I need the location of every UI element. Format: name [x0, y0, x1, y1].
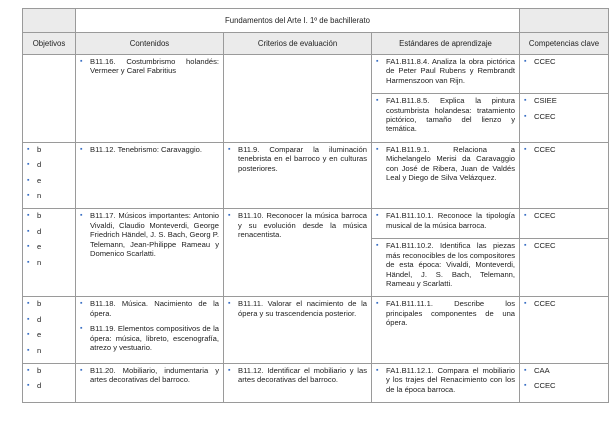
- competencias-list: [524, 211, 604, 220]
- estandar-list: [376, 145, 515, 183]
- estandar-cell: [372, 55, 520, 94]
- list-item: ▪ B11.20. Mobiliario, indumentaria y artes decorativas del barroco.: [80, 366, 219, 385]
- contenidos-cell: [76, 209, 224, 297]
- title-spacer-cell: [520, 9, 609, 33]
- list-item: ▪ CCEC: [524, 241, 604, 250]
- header-objetivos: Objetivos: [23, 33, 76, 55]
- criterios-cell: [224, 209, 372, 297]
- list-item: ▪ CSIEE: [524, 96, 604, 105]
- competencias-list: [524, 145, 604, 154]
- list-item: ▪ d: [27, 227, 71, 236]
- table-row: [23, 142, 609, 209]
- title-row: [23, 9, 609, 33]
- competencias-cell: [520, 142, 609, 209]
- competencias-cell: [520, 363, 609, 402]
- list-item: ▪ FA1.B11.10.1. Reconoce la tipología musical de la música barroca.: [376, 211, 515, 230]
- list-item: ▪ FA1.B11.8.4. Analiza la obra pictórica de Peter Paul Rubens y Rembrandt Harmenszoon van Rijn.: [376, 57, 515, 85]
- contenidos-list: [80, 145, 219, 154]
- contenidos-cell: [76, 142, 224, 209]
- header-competencias: Competencias clave: [520, 33, 609, 55]
- contenidos-list: [80, 366, 219, 385]
- list-item: ▪ B11.17. Músicos importantes: Antonio Vivaldi, Claudio Monteverdi, George Friedrich Händel, J. S. Bach, Georg P. Telemann, Jean-Philippe Rameau y Domenico Scarlatti.: [80, 211, 219, 258]
- estandar-list: [376, 366, 515, 394]
- list-item: ▪ B11.16. Costumbrismo holandés: Vermeer y Carel Fabritius: [80, 57, 219, 76]
- objetivos-cell: [23, 297, 76, 364]
- objetivos-cell: [23, 363, 76, 402]
- header-criterios: Criterios de evaluación: [224, 33, 372, 55]
- list-item: ▪ B11.11. Valorar el nacimiento de la ópera y su trascendencia posterior.: [228, 299, 367, 318]
- objetivos-list: [27, 366, 71, 391]
- list-item: ▪ b: [27, 145, 71, 154]
- list-item: ▪ CCEC: [524, 381, 604, 390]
- competencias-list: [524, 241, 604, 250]
- list-item: ▪ d: [27, 315, 71, 324]
- list-item: ▪ CCEC: [524, 145, 604, 154]
- table-row: [23, 209, 609, 239]
- criterios-cell: [224, 363, 372, 402]
- table-row: [23, 55, 609, 94]
- competencias-cell: [520, 209, 609, 239]
- curriculum-table: [22, 8, 609, 403]
- list-item: ▪ b: [27, 366, 71, 375]
- list-item: ▪ CCEC: [524, 211, 604, 220]
- estandar-cell: [372, 239, 520, 297]
- curriculum-table-container: [22, 8, 608, 403]
- list-item: ▪ FA1.B11.12.1. Compara el mobiliario y los trajes del Renacimiento con los de la época barroca.: [376, 366, 515, 394]
- estandar-cell: [372, 363, 520, 402]
- competencias-list: [524, 96, 604, 121]
- competencias-cell: [520, 55, 609, 94]
- list-item: ▪ FA1.B11.8.5. Explica la pintura costumbrista holandesa: tratamiento pictórico, tamaño del lienzo y temática.: [376, 96, 515, 134]
- criterios-cell: [224, 297, 372, 364]
- competencias-cell: [520, 239, 609, 297]
- table-row: [23, 297, 609, 364]
- list-item: ▪ n: [27, 258, 71, 267]
- header-estandares: Estándares de aprendizaje: [372, 33, 520, 55]
- estandar-cell: [372, 297, 520, 364]
- list-item: ▪ e: [27, 330, 71, 339]
- list-item: ▪ b: [27, 299, 71, 308]
- list-item: ▪ b: [27, 211, 71, 220]
- header-contenidos: Contenidos: [76, 33, 224, 55]
- list-item: ▪ B11.19. Elementos compositivos de la ópera: música, libreto, escenografía, atrezo y vestuario.: [80, 324, 219, 352]
- list-item: ▪ CAA: [524, 366, 604, 375]
- contenidos-list: [80, 57, 219, 76]
- list-item: ▪ B11.18. Música. Nacimiento de la ópera.: [80, 299, 219, 318]
- list-item: ▪ e: [27, 176, 71, 185]
- list-item: ▪ d: [27, 160, 71, 169]
- list-item: ▪ n: [27, 191, 71, 200]
- objetivos-list: [27, 299, 71, 355]
- list-item: ▪ e: [27, 242, 71, 251]
- list-item: ▪ B11.12. Tenebrismo: Caravaggio.: [80, 145, 219, 154]
- list-item: ▪ B11.10. Reconocer la música barroca y su evolución desde la música renacentista.: [228, 211, 367, 239]
- objetivos-list: [27, 145, 71, 201]
- list-item: ▪ CCEC: [524, 112, 604, 121]
- contenidos-cell: [76, 297, 224, 364]
- objetivos-list: [27, 211, 71, 267]
- competencias-list: [524, 299, 604, 308]
- criterios-list: [228, 145, 367, 173]
- estandar-cell: [372, 94, 520, 143]
- competencias-cell: [520, 297, 609, 364]
- list-item: ▪ B11.9. Comparar la iluminación tenebrista en el barroco y en culturas posteriores.: [228, 145, 367, 173]
- estandar-cell: [372, 209, 520, 239]
- objetivos-cell: [23, 209, 76, 297]
- column-header-row: [23, 33, 609, 55]
- title-spacer-cell: [23, 9, 76, 33]
- estandar-list: [376, 241, 515, 288]
- criterios-cell: [224, 142, 372, 209]
- contenidos-list: [80, 211, 219, 258]
- criterios-list: [228, 366, 367, 385]
- table-title: Fundamentos del Arte I. 1º de bachillerato: [76, 9, 520, 33]
- table-row: [23, 363, 609, 402]
- list-item: ▪ FA1.B11.10.2. Identifica las piezas más reconocibles de los compositores de esta época: Vivaldi, Monteverdi, Händel, J. S. Bach, Telemann, Rameau y Scarlatti.: [376, 241, 515, 288]
- list-item: ▪ B11.12. Identificar el mobiliario y las artes decorativas del barroco.: [228, 366, 367, 385]
- competencias-list: [524, 366, 604, 391]
- objetivos-cell: [23, 142, 76, 209]
- contenidos-list: [80, 299, 219, 352]
- competencias-list: [524, 57, 604, 66]
- list-item: ▪ FA1.B11.9.1. Relaciona a Michelangelo Merisi da Caravaggio con José de Ribera, Juan de Valdés Leal y Diego de Silva Velázquez.: [376, 145, 515, 183]
- estandar-cell: [372, 142, 520, 209]
- competencias-cell: [520, 94, 609, 143]
- list-item: ▪ n: [27, 346, 71, 355]
- contenidos-cell: [76, 363, 224, 402]
- estandar-list: [376, 57, 515, 85]
- list-item: ▪ CCEC: [524, 299, 604, 308]
- criterios-list: [228, 299, 367, 318]
- objetivos-cell: [23, 55, 76, 143]
- estandar-list: [376, 299, 515, 327]
- list-item: ▪ CCEC: [524, 57, 604, 66]
- estandar-list: [376, 211, 515, 230]
- estandar-list: [376, 96, 515, 134]
- criterios-cell: [224, 55, 372, 143]
- criterios-list: [228, 211, 367, 239]
- contenidos-cell: [76, 55, 224, 143]
- list-item: ▪ FA1.B11.11.1. Describe los principales componentes de una ópera.: [376, 299, 515, 327]
- list-item: ▪ d: [27, 381, 71, 390]
